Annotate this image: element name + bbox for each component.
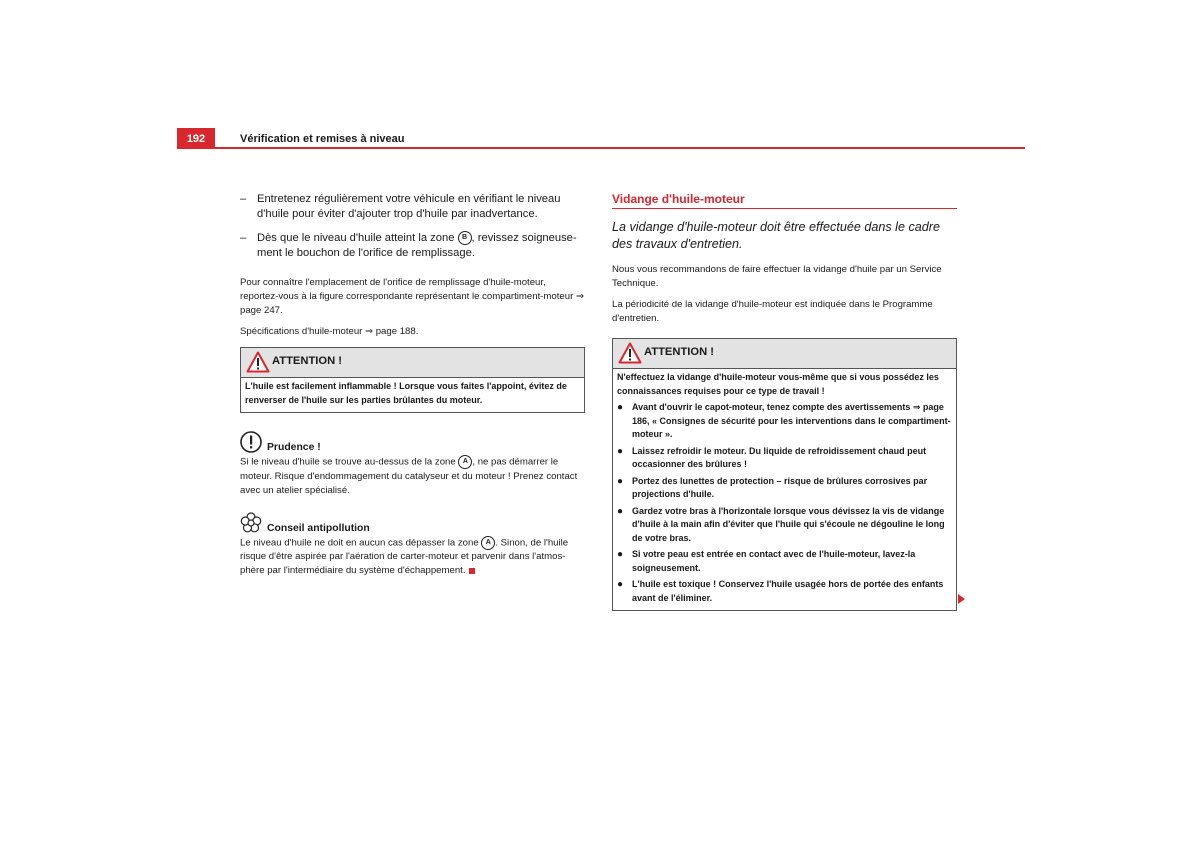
list-item bbox=[240, 192, 585, 222]
conseil-text-after: . Sinon, de l'huile risque d'être aspirée par l'aération de carter-moteur et parvenir dans l'atmos-phère par l'intermédiaire du système d'échappement. bbox=[240, 537, 569, 577]
attention-label: ATTENTION ! bbox=[272, 355, 343, 367]
bullet-text: Si votre peau est entrée en contact avec de l'huile-moteur, lavez-la soigneusement. bbox=[632, 549, 916, 573]
end-of-section-marker bbox=[469, 568, 475, 574]
list-item-text-after: , revissez soigneuse-ment le bouchon de l'orifice de remplissage. bbox=[257, 232, 577, 259]
conseil-label: Conseil antipollution bbox=[267, 522, 370, 534]
bullet-text: Laissez refroidir le moteur. Du liquide de refroidissement chaud peut occasionner des brûlures ! bbox=[632, 445, 927, 469]
dash-marker: – bbox=[240, 193, 247, 205]
bullet-text: Gardez votre bras à l'horizontale lorsque vous dévissez la vis de vidange d'huile à la main afin d'éviter que l'huile qui s'écoule ne dégouline le long de votre bras. bbox=[632, 505, 945, 543]
attention-bullet bbox=[617, 401, 952, 442]
bullet-text: L'huile est toxique ! Conservez l'huile usagée hors de portée des enfants avant de l'éliminer. bbox=[632, 579, 944, 603]
prudence-text-before: Si le niveau d'huile se trouve au-dessus de la zone bbox=[240, 456, 456, 468]
paragraph-periodicity: La périodicité de la vidange d'huile-moteur est indiquée dans le Programme d'entretien. bbox=[612, 299, 933, 324]
flower-environment-icon bbox=[240, 512, 262, 534]
attention-bullet bbox=[617, 578, 952, 605]
bullet-icon: ● bbox=[617, 505, 624, 517]
bullet-icon: ● bbox=[617, 579, 624, 590]
page-number: 192 bbox=[177, 128, 215, 149]
attention-label: ATTENTION ! bbox=[644, 346, 715, 358]
conseil-text bbox=[240, 536, 585, 579]
bullet-text: Avant d'ouvrir le capot-moteur, tenez compte des avertissements ⇒ page 186, « Consignes de sécurité pour les interventions dans le compartiment-moteur ». bbox=[632, 402, 951, 439]
attention-bullet bbox=[617, 445, 952, 472]
zone-a-marker: A bbox=[481, 536, 495, 550]
paragraph-oil-specs: Spécifications d'huile-moteur ⇒ page 188. bbox=[240, 326, 419, 337]
list-item-text: Entretenez régulièrement votre véhicule en vérifiant le niveau d'huile pour éviter d'ajouter trop d'huile par inadvertance. bbox=[257, 193, 561, 220]
page-header bbox=[177, 128, 1025, 150]
paragraph-filler-location: Pour connaître l'emplacement de l'orifice de remplissage d'huile-moteur, reportez-vous à la figure correspondante représentant le compartiment-moteur ⇒ page 247. bbox=[240, 277, 584, 316]
attention-header bbox=[241, 348, 584, 378]
section-lead: La vidange d'huile-moteur doit être effectuée dans le cadre des travaux d'entretien. bbox=[612, 220, 940, 251]
zone-b-marker: B bbox=[458, 231, 472, 245]
attention-text: L'huile est facilement inflammable ! Lorsque vous faites l'appoint, évitez de renverser de l'huile sur les parties brûlantes du moteur. bbox=[245, 381, 567, 405]
section-title: Vidange d'huile-moteur bbox=[612, 192, 957, 209]
attention-bullet bbox=[617, 548, 952, 575]
prudence-text bbox=[240, 455, 585, 498]
attention-box bbox=[240, 347, 585, 413]
attention-bullet bbox=[617, 505, 952, 546]
zone-a-marker: A bbox=[458, 455, 472, 469]
chapter-title: Vérification et remises à niveau bbox=[240, 133, 405, 145]
attention-header bbox=[613, 339, 956, 369]
prudence-heading bbox=[240, 431, 585, 453]
bullet-icon: ● bbox=[617, 445, 624, 457]
caution-stop-icon bbox=[240, 431, 262, 453]
warning-triangle-icon bbox=[618, 342, 642, 364]
header-rule bbox=[215, 147, 1025, 149]
list-item-text: Dès que le niveau d'huile atteint la zone bbox=[257, 232, 455, 244]
attention-body bbox=[241, 378, 584, 412]
attention-body bbox=[613, 369, 956, 610]
prudence-text-after: , ne pas démarrer le moteur. Risque d'endommagement du catalyseur et du moteur ! Prenez contact avec un atelier spécialisé. bbox=[240, 456, 578, 496]
right-column bbox=[612, 192, 957, 611]
continue-arrow-icon bbox=[958, 594, 965, 604]
attention-bullet bbox=[617, 475, 952, 502]
paragraph-service: Nous vous recommandons de faire effectuer la vidange d'huile par un Service Technique. bbox=[612, 264, 942, 289]
prudence-label: Prudence ! bbox=[267, 442, 321, 453]
list-item bbox=[240, 231, 585, 261]
bullet-text: Portez des lunettes de protection – risque de brûlures corrosives par projections d'huile. bbox=[632, 475, 928, 499]
warning-triangle-icon bbox=[246, 351, 270, 373]
attention-box bbox=[612, 338, 957, 611]
dash-marker: – bbox=[240, 232, 247, 244]
left-column bbox=[240, 192, 585, 585]
bullet-icon: ● bbox=[617, 549, 624, 560]
attention-intro: N'effectuez la vidange d'huile-moteur vous-même que si vous possédez les connaissances requises pour ce type de travail ! bbox=[617, 372, 939, 396]
conseil-heading bbox=[240, 512, 585, 534]
bullet-icon: ● bbox=[617, 402, 624, 413]
conseil-text-before: Le niveau d'huile ne doit en aucun cas dépasser la zone bbox=[240, 537, 479, 549]
bullet-icon: ● bbox=[617, 475, 624, 487]
